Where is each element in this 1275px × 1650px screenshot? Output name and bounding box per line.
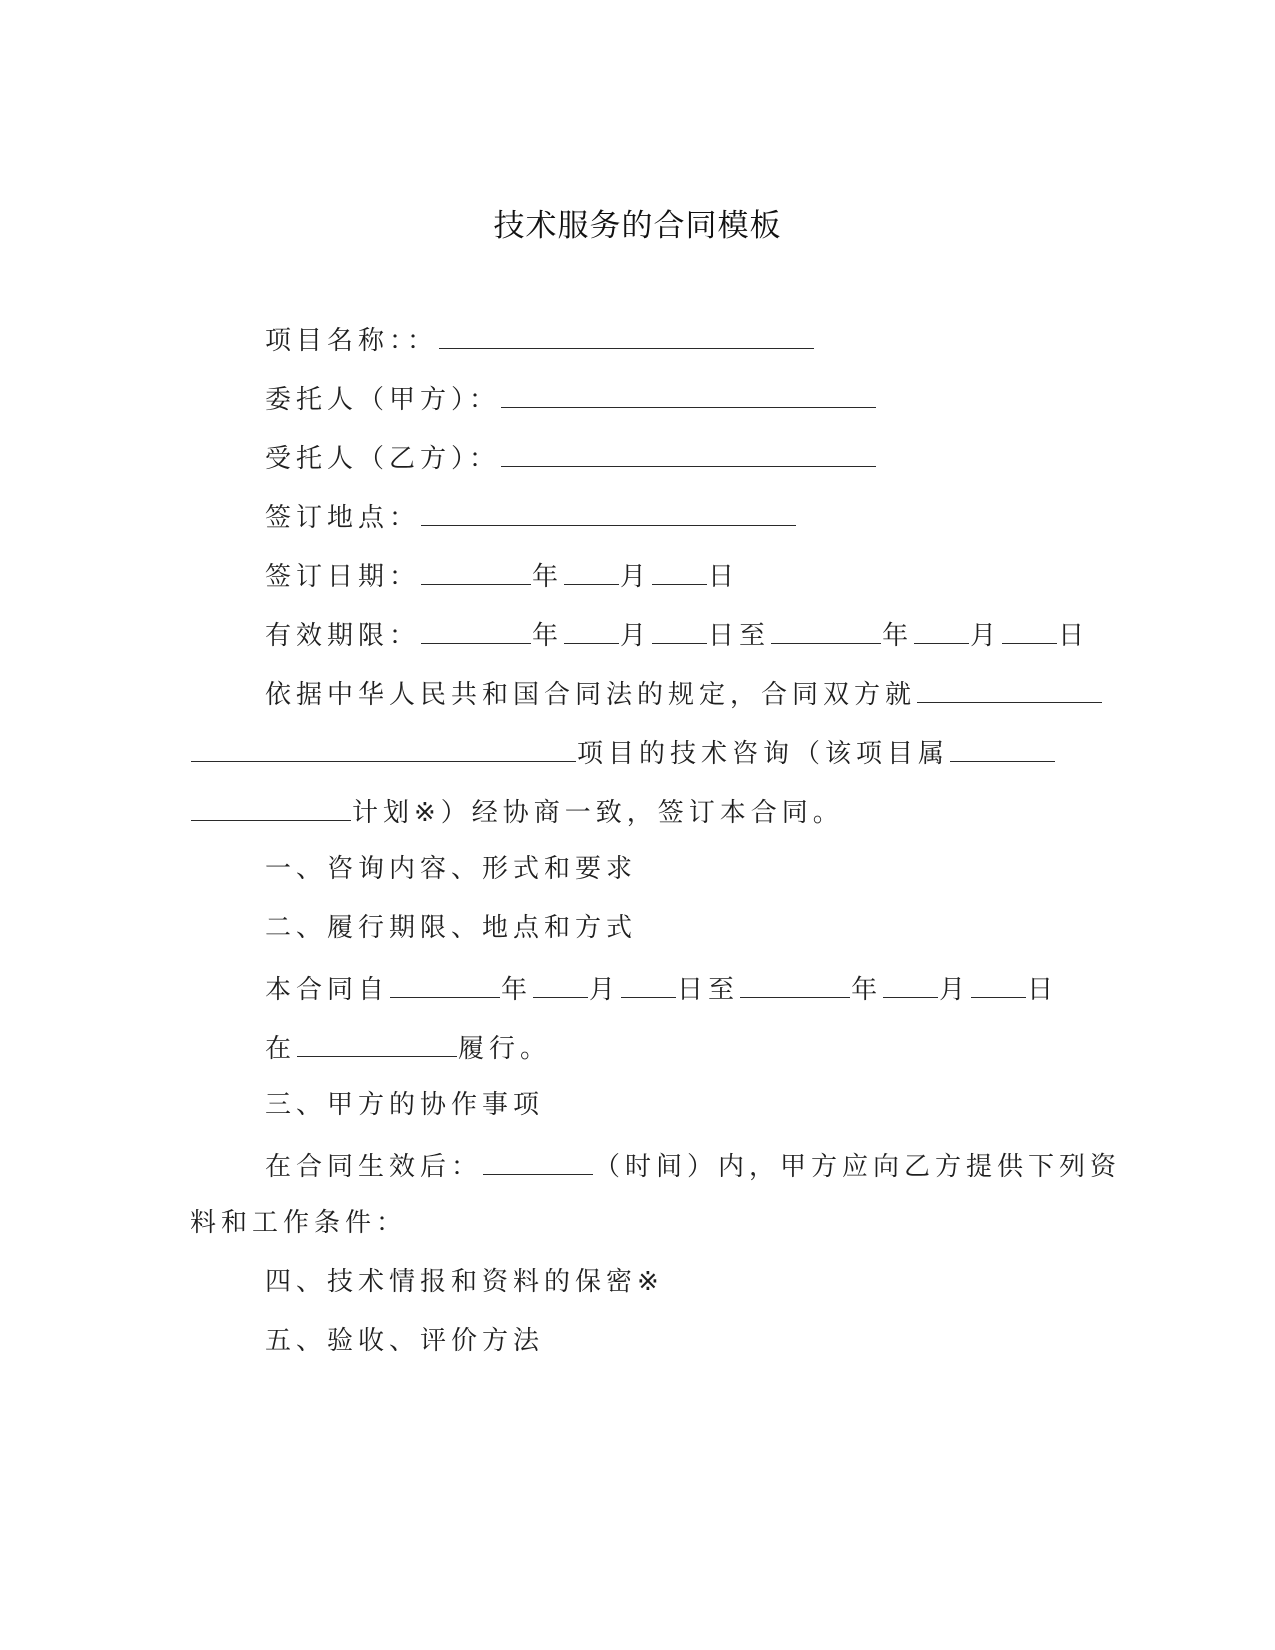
client-label: 委托人（甲方）：	[265, 385, 501, 415]
term-place-prefix: 在	[265, 1034, 297, 1064]
intro-text-1: 依据中华人民共和国合同法的规定，合同双方就	[265, 680, 917, 710]
sign-date-label: 签订日期：	[265, 562, 421, 592]
contractor-label: 受托人（乙方）：	[265, 444, 501, 474]
cooperation-text-3: 料和工作条件：	[190, 1208, 408, 1238]
month-unit: 月	[589, 975, 621, 1005]
year-unit: 年	[532, 562, 564, 592]
year-unit: 年	[882, 621, 914, 651]
term-place-row	[265, 1028, 551, 1067]
day-to-unit: 日至	[708, 621, 771, 651]
term-place-suffix: 履行。	[458, 1034, 552, 1064]
project-blank	[191, 733, 576, 762]
term-end-year-blank	[740, 969, 850, 998]
start-day-blank	[652, 615, 707, 644]
term-end-day-blank	[971, 969, 1026, 998]
section-4-text: 四、技术情报和资料的保密※	[265, 1267, 664, 1297]
end-day-blank	[1002, 615, 1057, 644]
day-to-unit: 日至	[677, 975, 740, 1005]
time-blank	[483, 1146, 593, 1175]
section-heading	[265, 1264, 664, 1300]
sign-place-blank	[421, 497, 796, 526]
section-heading	[265, 1323, 544, 1359]
term-start-year-blank	[390, 969, 500, 998]
section-1-text: 一、咨询内容、形式和要求	[265, 854, 638, 884]
start-year-blank	[421, 615, 531, 644]
month-unit: 月	[970, 621, 1002, 651]
year-unit: 年	[501, 975, 533, 1005]
section-3-text: 三、甲方的协作事项	[265, 1090, 545, 1120]
term-start-day-blank	[621, 969, 676, 998]
day-unit: 日	[1058, 621, 1090, 651]
intro-text-3: 计划※）经协商一致，签订本合同。	[352, 798, 844, 828]
section-heading	[265, 851, 637, 887]
client-row	[265, 379, 877, 418]
section-heading	[265, 910, 637, 946]
contractor-blank	[501, 438, 876, 467]
cooperation-text-1: 在合同生效后：	[265, 1152, 483, 1182]
term-end-month-blank	[883, 969, 938, 998]
sign-place-row	[265, 497, 797, 536]
start-month-blank	[564, 615, 619, 644]
cooperation-text-2: （时间）内，甲方应向乙方提供下列资	[594, 1152, 1122, 1182]
validity-label: 有效期限：	[265, 621, 421, 651]
project-name-blank	[439, 320, 814, 349]
year-blank	[421, 556, 531, 585]
plan-blank-2	[191, 792, 351, 821]
day-blank	[652, 556, 707, 585]
section-5-text: 五、验收、评价方法	[265, 1326, 545, 1356]
sign-place-label: 签订地点：	[265, 503, 421, 533]
intro-line-1	[265, 674, 1103, 713]
intro-line-3	[190, 792, 844, 831]
term-prefix: 本合同自	[265, 975, 390, 1005]
day-unit: 日	[1027, 975, 1059, 1005]
month-unit: 月	[620, 621, 652, 651]
term-start-month-blank	[533, 969, 588, 998]
end-month-blank	[914, 615, 969, 644]
cooperation-line-1	[265, 1146, 1121, 1185]
sign-date-row	[265, 556, 739, 595]
day-unit: 日	[708, 562, 740, 592]
client-blank	[501, 379, 876, 408]
intro-blank-1	[917, 674, 1102, 703]
section-2-text: 二、履行期限、地点和方式	[265, 913, 638, 943]
end-year-blank	[771, 615, 881, 644]
term-place-blank	[297, 1028, 457, 1057]
section-heading	[265, 1087, 544, 1123]
project-name-row	[265, 320, 815, 359]
project-name-label: 项目名称：：	[265, 326, 439, 356]
plan-blank-1	[950, 733, 1055, 762]
cooperation-line-2	[190, 1205, 407, 1241]
year-unit: 年	[851, 975, 883, 1005]
year-unit: 年	[532, 621, 564, 651]
term-row	[265, 969, 1058, 1008]
contractor-row	[265, 438, 877, 477]
month-unit: 月	[620, 562, 652, 592]
intro-text-2: 项目的技术咨询（该项目属	[577, 739, 950, 769]
intro-line-2	[190, 733, 1056, 772]
page-title: 技术服务的合同模板	[493, 208, 782, 244]
month-blank	[564, 556, 619, 585]
month-unit: 月	[939, 975, 971, 1005]
validity-row	[265, 615, 1089, 654]
